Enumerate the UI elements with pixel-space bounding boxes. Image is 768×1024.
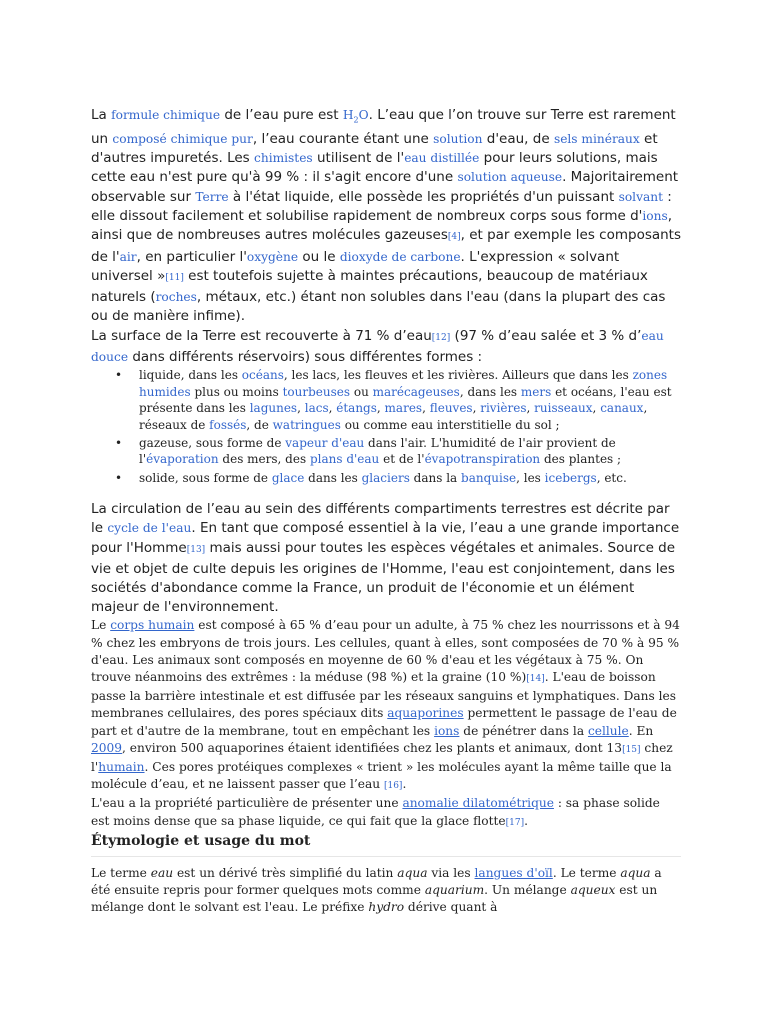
text: , et par exemple les composants de l' bbox=[91, 227, 682, 265]
link-formule-chimique[interactable]: formule chimique bbox=[111, 108, 221, 122]
link-anomalie-dilatometrique[interactable]: anomalie dilatométrique bbox=[402, 796, 554, 811]
link-compose-chimique-pur[interactable]: composé chimique pur bbox=[112, 131, 253, 146]
link-eau-distillee[interactable]: eau distillée bbox=[404, 151, 480, 166]
link-icebergs[interactable]: icebergs bbox=[544, 470, 597, 485]
text: d'eau, de bbox=[482, 130, 554, 147]
link-lagunes[interactable]: lagunes bbox=[249, 401, 298, 416]
ref-12[interactable]: [12] bbox=[431, 332, 451, 343]
link-plans-d-eau[interactable]: plans d'eau bbox=[309, 452, 380, 467]
link-humain[interactable]: humain bbox=[98, 759, 145, 774]
link-fosses[interactable]: fossés bbox=[209, 417, 247, 432]
forms-list bbox=[91, 367, 681, 486]
paragraph-properties bbox=[91, 106, 681, 367]
link-ions[interactable]: ions bbox=[642, 208, 668, 223]
link-air[interactable]: air bbox=[119, 249, 137, 264]
ref-15[interactable]: [15] bbox=[622, 744, 641, 755]
text: pour leurs solutions, mais cette eau n'est pure qu'à 99 % : il s'agit encore d'une bbox=[91, 150, 658, 186]
link-cycle-de-l-eau[interactable]: cycle de l'eau bbox=[107, 521, 192, 536]
text: à l'état liquide, elle possède les propriétés d'un puissant bbox=[228, 188, 619, 205]
link-chimistes[interactable]: chimistes bbox=[254, 151, 313, 166]
link-banquise[interactable]: banquise bbox=[461, 470, 517, 485]
link-h2o[interactable]: $H_2O$ bbox=[342, 108, 369, 125]
link-aquaporines[interactable]: aquaporines bbox=[387, 706, 464, 721]
text: dans différents réservoirs) sous différentes formes : bbox=[128, 349, 483, 365]
paragraph-etymology: Le terme eau est un dérivé très simplifié du latin aqua via les langues d'oïl. Le terme aqua a été ensuite repris pour former quelques mots comme aquarium. Un mélange aqueux est un mélange dont le solvant est l'eau. Le préfixe hydro dérive quant à bbox=[91, 865, 662, 915]
link-solvant[interactable]: solvant bbox=[618, 189, 663, 204]
ref-4[interactable]: [4] bbox=[447, 232, 461, 243]
link-vapeur-d-eau[interactable]: vapeur d'eau bbox=[285, 435, 365, 450]
text: La bbox=[91, 107, 112, 123]
paragraph-human-body: Le corps humain est composé à 65 % d’eau pour un adulte, à 75 % chez les nourrissons et à 94 % chez les embryons de trois jours. Les cellules, quant à elles, sont composées de 70 % à 95 % d'eau. Les animaux sont composés en moyenne de 60 % d'eau et les végétaux à 75 %. On trouve néanmoins des extrêmes : la méduse (98 %) et la graine (10 %)[14]. L'eau de boisson passe la barrière intestinale et est diffusée par les réseaux sanguins et lymphatiques. Dans les membranes cellulaires, des pores spéciaux dits aquaporines permettent le passage de l'eau de part et d'autre de la membrane, tout en empêchant les ions de pénétrer dans la cellule. En 2009, environ 500 aquaporines étaient identifiées chez les plants et animaux, dont 13[15] chez l'humain. Ces pores protéiques complexes « trient » les molécules ayant la même taille que la molécule d’eau, et ne laissent passer que l’eau [16]. L'eau a la propriété particulière de présenter une anomalie dilatométrique : sa phase solide est moins dense que sa phase liquide, ce qui fait que la glace flotte[17]. bbox=[91, 618, 680, 828]
link-2009[interactable]: 2009 bbox=[91, 740, 123, 755]
link-tourbeuses[interactable]: tourbeuses bbox=[282, 384, 351, 399]
link-sels-mineraux[interactable]: sels minéraux bbox=[553, 131, 640, 146]
link-terre[interactable]: Terre bbox=[195, 189, 229, 204]
text: : elle dissout facilement et solubilise rapidement de nombreux corps sous forme d' bbox=[91, 188, 672, 224]
text: . L’eau que l’on trouve sur Terre est rarement un bbox=[91, 107, 676, 147]
text: utilisent de l' bbox=[312, 150, 405, 167]
link-eau-douce[interactable]: eau douce bbox=[91, 328, 664, 364]
text: est toutefois sujette à maintes précautions, beaucoup de matériaux naturels ( bbox=[91, 267, 648, 306]
link-solution-aqueuse[interactable]: solution aqueuse bbox=[457, 170, 563, 185]
link-evaporation[interactable]: évaporation bbox=[146, 452, 219, 467]
link-mers[interactable]: mers bbox=[520, 384, 552, 399]
link-oxygene[interactable]: oxygène bbox=[246, 249, 299, 264]
text: (97 % d’eau salée et 3 % d’ bbox=[450, 327, 642, 344]
link-rivieres[interactable]: rivières bbox=[480, 401, 527, 416]
link-lacs[interactable]: lacs bbox=[304, 401, 329, 416]
ref-13[interactable]: [13] bbox=[186, 544, 206, 555]
ref-11[interactable]: [11] bbox=[165, 272, 184, 283]
list-item: • gazeuse, sous forme de vapeur d'eau dans l'air. L'humidité de l'air provient de l'évaporation des mers, des plans d'eau et de l'évapotranspiration des plantes ; bbox=[139, 435, 681, 468]
link-cellule[interactable]: cellule bbox=[587, 723, 629, 738]
link-langues-d-oil[interactable]: langues d'oïl bbox=[474, 865, 553, 880]
link-roches[interactable]: roches bbox=[155, 290, 197, 305]
ref-17[interactable]: [17] bbox=[505, 817, 525, 828]
link-etangs[interactable]: étangs bbox=[336, 401, 377, 416]
link-evapotranspiration[interactable]: évapotranspiration bbox=[424, 452, 541, 467]
link-zones-humides[interactable]: zones humides bbox=[139, 368, 668, 399]
text: , ainsi que de nombreuses autres molécules gazeuses bbox=[91, 207, 672, 244]
text: de l’eau pure est bbox=[220, 107, 343, 123]
link-fleuves[interactable]: fleuves bbox=[429, 401, 473, 416]
text: La surface de la Terre est recouverte à 71 % d’eau bbox=[91, 327, 432, 344]
text: ou le bbox=[298, 248, 340, 265]
article bbox=[91, 106, 681, 917]
text: , métaux, etc.) étant non solubles dans l'eau (dans la plupart des cas ou de manière infime). bbox=[91, 289, 666, 325]
link-glaciers[interactable]: glaciers bbox=[361, 470, 410, 485]
link-mares[interactable]: mares bbox=[384, 401, 423, 416]
link-ions[interactable]: ions bbox=[434, 723, 460, 738]
link-marecageuses[interactable]: marécageuses bbox=[372, 384, 460, 399]
link-canaux[interactable]: canaux bbox=[600, 401, 644, 416]
text: . L'expression « solvant universel » bbox=[91, 248, 620, 284]
text: , en particulier l' bbox=[136, 248, 247, 265]
text: et d'autres impuretés. Les bbox=[91, 130, 658, 167]
link-dioxyde-de-carbone[interactable]: dioxyde de carbone bbox=[339, 249, 461, 264]
link-ruisseaux[interactable]: ruisseaux bbox=[534, 401, 593, 416]
link-corps-humain[interactable]: corps humain bbox=[110, 618, 195, 633]
text: , l’eau courante étant une bbox=[252, 130, 434, 147]
ref-14[interactable]: [14] bbox=[526, 673, 545, 684]
link-oceans[interactable]: océans bbox=[241, 368, 284, 383]
ref-16[interactable]: [16] bbox=[383, 781, 403, 792]
text: . Majoritairement observable sur bbox=[91, 169, 679, 205]
list-item: • liquide, dans les océans, les lacs, les fleuves et les rivières. Ailleurs que dans les zones humides plus ou moins tourbeuses ou marécageuses, dans les mers et océans, l'eau est présente dans les lagunes, lacs, étangs, mares, fleuves, rivières, ruisseaux, canaux, réseaux de fossés, de watringues ou comme eau interstitielle du sol ; bbox=[139, 367, 681, 433]
section-heading: Étymologie et usage du mot bbox=[91, 832, 681, 857]
link-glace[interactable]: glace bbox=[271, 470, 305, 485]
link-watringues[interactable]: watringues bbox=[272, 417, 341, 432]
paragraph-cycle: La circulation de l’eau au sein des différents compartiments terrestres est décrite par le cycle de l'eau. En tant que composé essentiel à la vie, l’eau a une grande importance pour l'Homme[13] mais aussi pour toutes les espèces végétales et animales. Source de vie et objet de culte depuis les origines de l'Homme, l'eau est conjointement, dans les sociétés d'abondance comme la France, un produit de l'économie et un élément majeur de l'environnement. bbox=[91, 501, 680, 616]
link-solution[interactable]: solution bbox=[433, 131, 483, 146]
list-item: • solide, sous forme de glace dans les glaciers dans la banquise, les icebergs, etc. bbox=[139, 470, 681, 486]
